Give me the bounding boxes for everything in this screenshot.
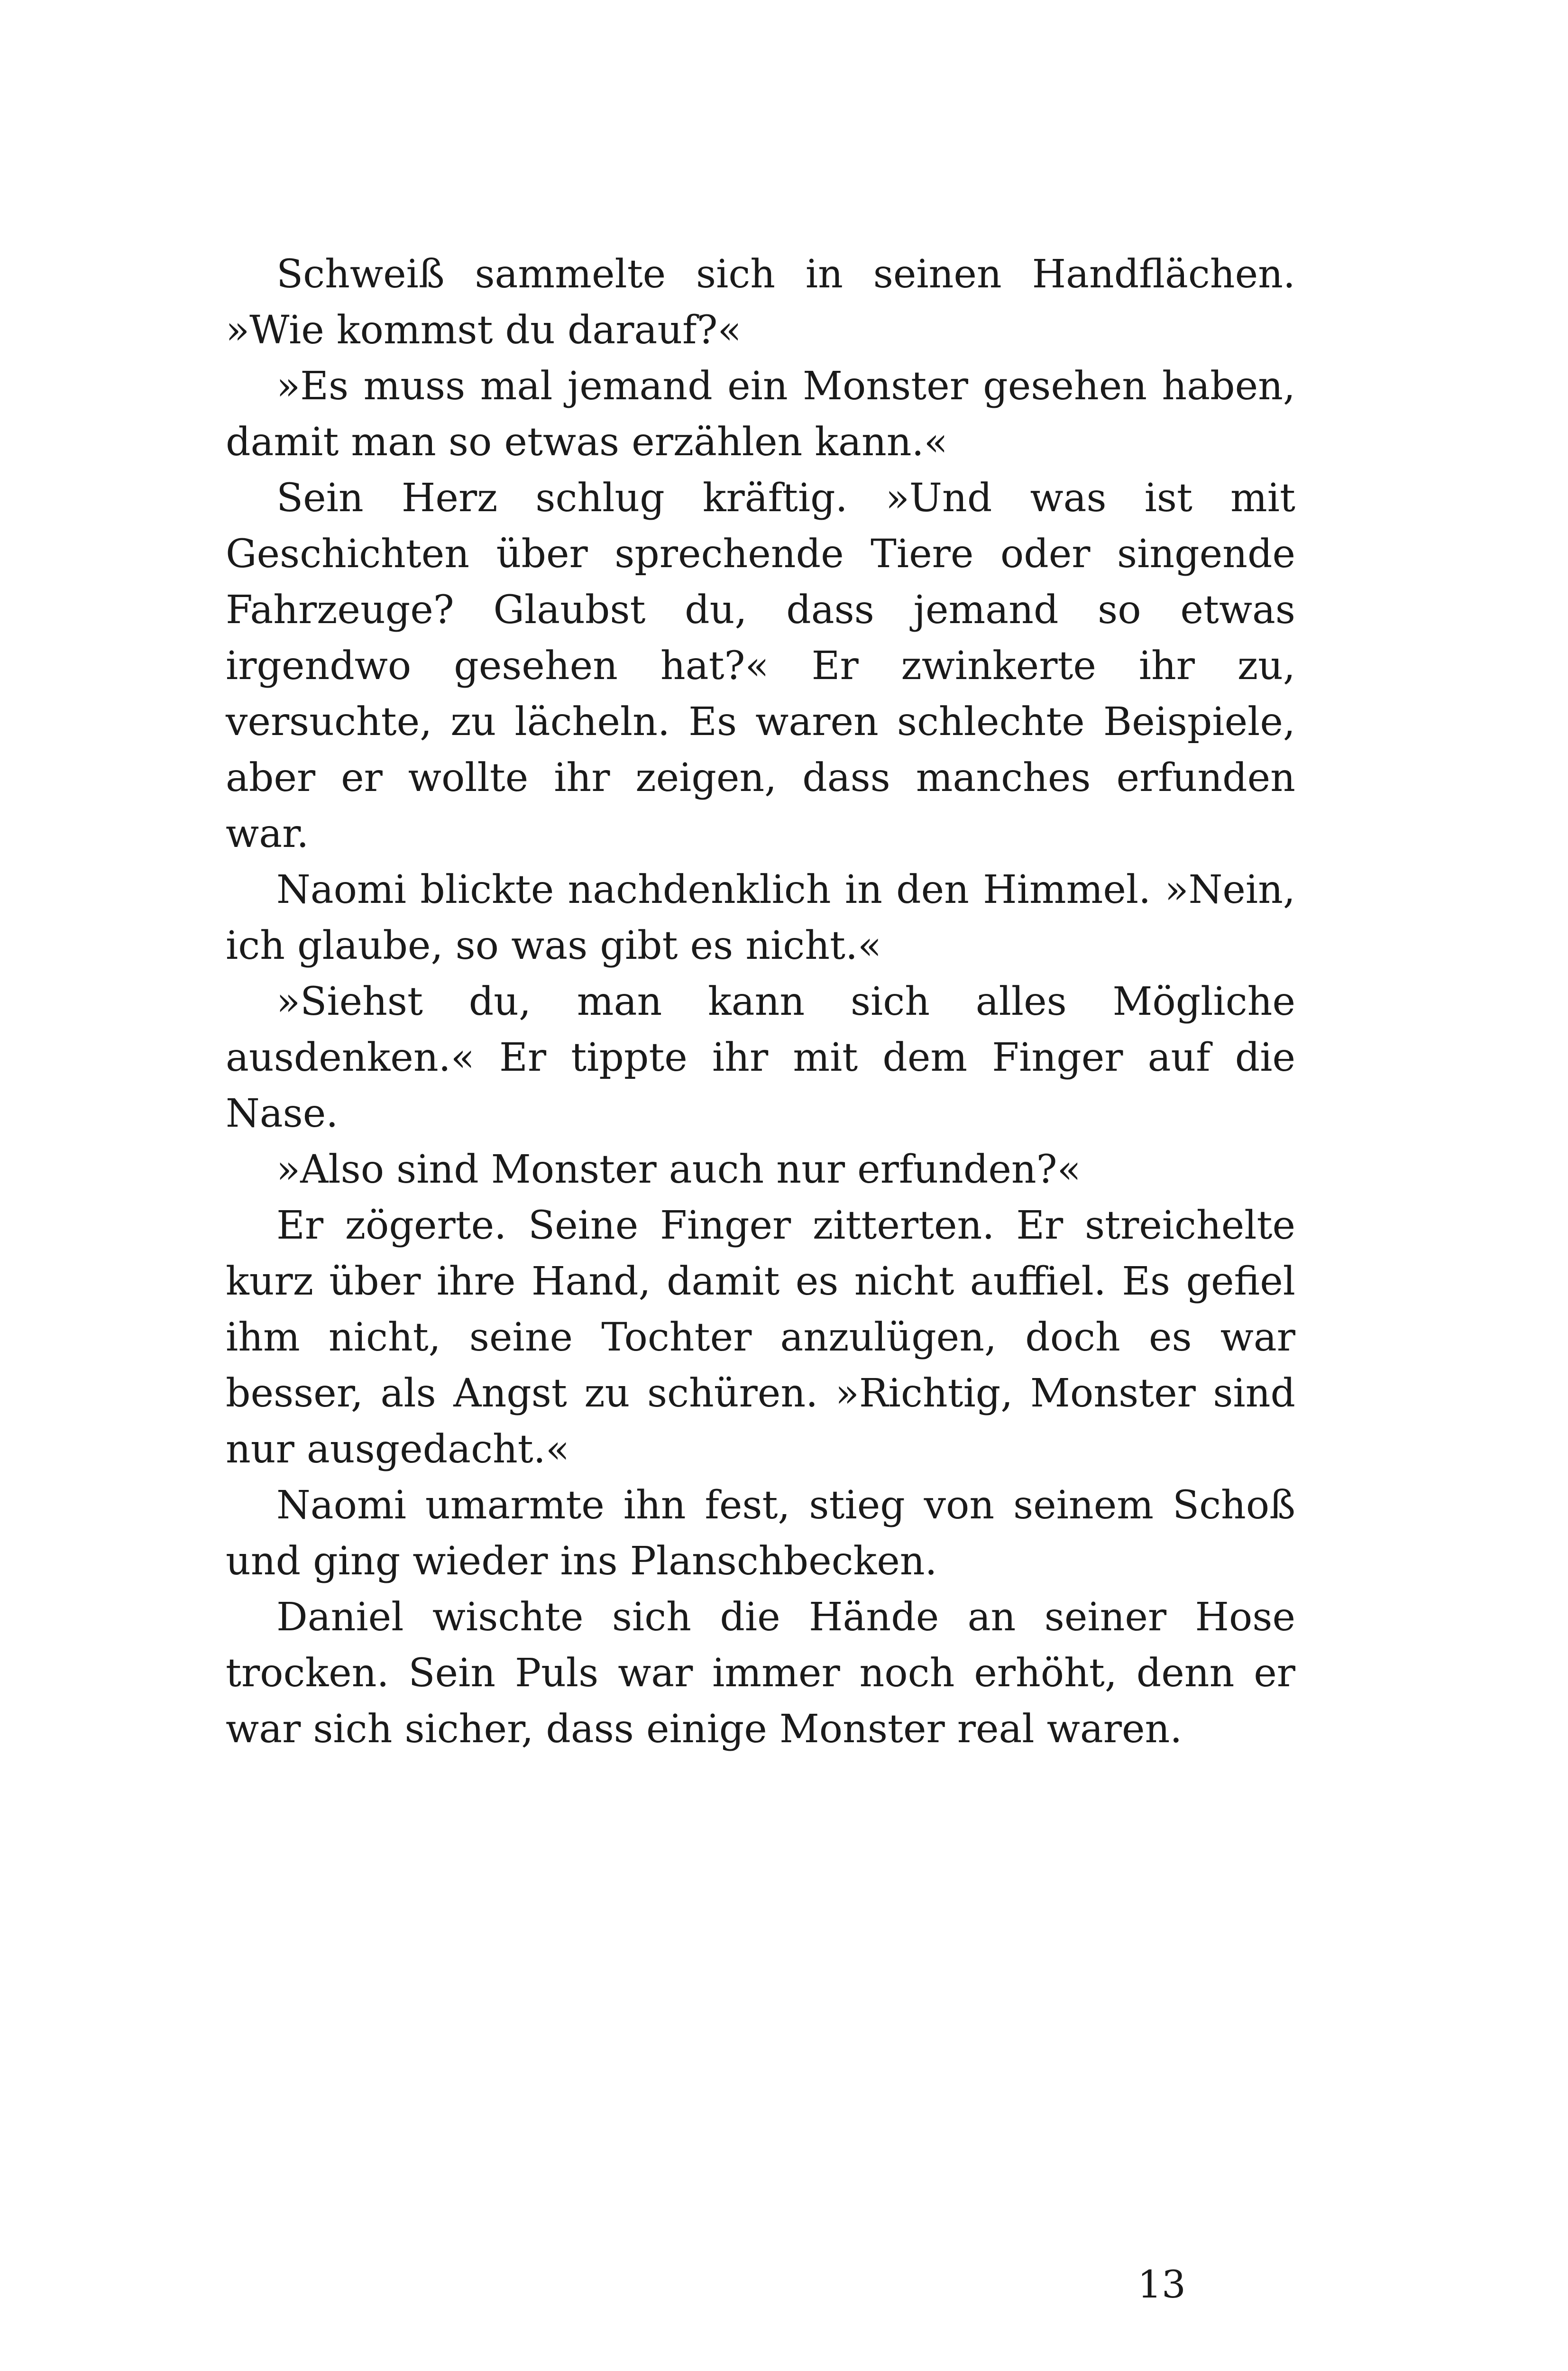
paragraph-3: Sein Herz schlug kräftig. »Und was ist mit Geschichten über sprechende Tiere oder singende Fahrzeuge? Glaubst du, dass jemand so etwas irgendwo gesehen hat?« Er zwinkerte ihr zu, versuchte, zu lächeln. Es waren schlechte Beispiele, aber er wollte ihr zeigen, dass manches erfunden war. xyxy=(226,476,1295,856)
paragraph-7: Er zögerte. Seine Finger zitterten. Er streichelte kurz über ihre Hand, damit es nicht auffiel. Es gefiel ihm nicht, seine Tochter anzulügen, doch es war besser, als Angst zu schüren. »Richtig, Monster sind nur ausgedacht.« xyxy=(226,1203,1295,1472)
paragraph-8: Naomi umarmte ihn fest, stieg von seinem Schoß und ging wieder ins Planschbecken. xyxy=(226,1483,1295,1584)
body-text xyxy=(226,247,1295,1757)
paragraph-1: Schweiß sammelte sich in seinen Handflächen. »Wie kommst du darauf?« xyxy=(226,252,1295,353)
page-number: 13 xyxy=(1137,2262,1186,2307)
paragraph-5: »Siehst du, man kann sich alles Mögliche ausdenken.« Er tippte ihr mit dem Finger auf die Nase. xyxy=(226,979,1295,1136)
paragraph-6: »Also sind Monster auch nur erfunden?« xyxy=(276,1147,1081,1192)
paragraph-4: Naomi blickte nachdenklich in den Himmel. »Nein, ich glaube, so was gibt es nicht.« xyxy=(226,867,1295,968)
paragraph-9: Daniel wischte sich die Hände an seiner Hose trocken. Sein Puls war immer noch erhöht, denn er war sich sicher, dass einige Monster real waren. xyxy=(226,1595,1295,1752)
paragraph-2: »Es muss mal jemand ein Monster gesehen haben, damit man so etwas erzählen kann.« xyxy=(226,364,1295,465)
